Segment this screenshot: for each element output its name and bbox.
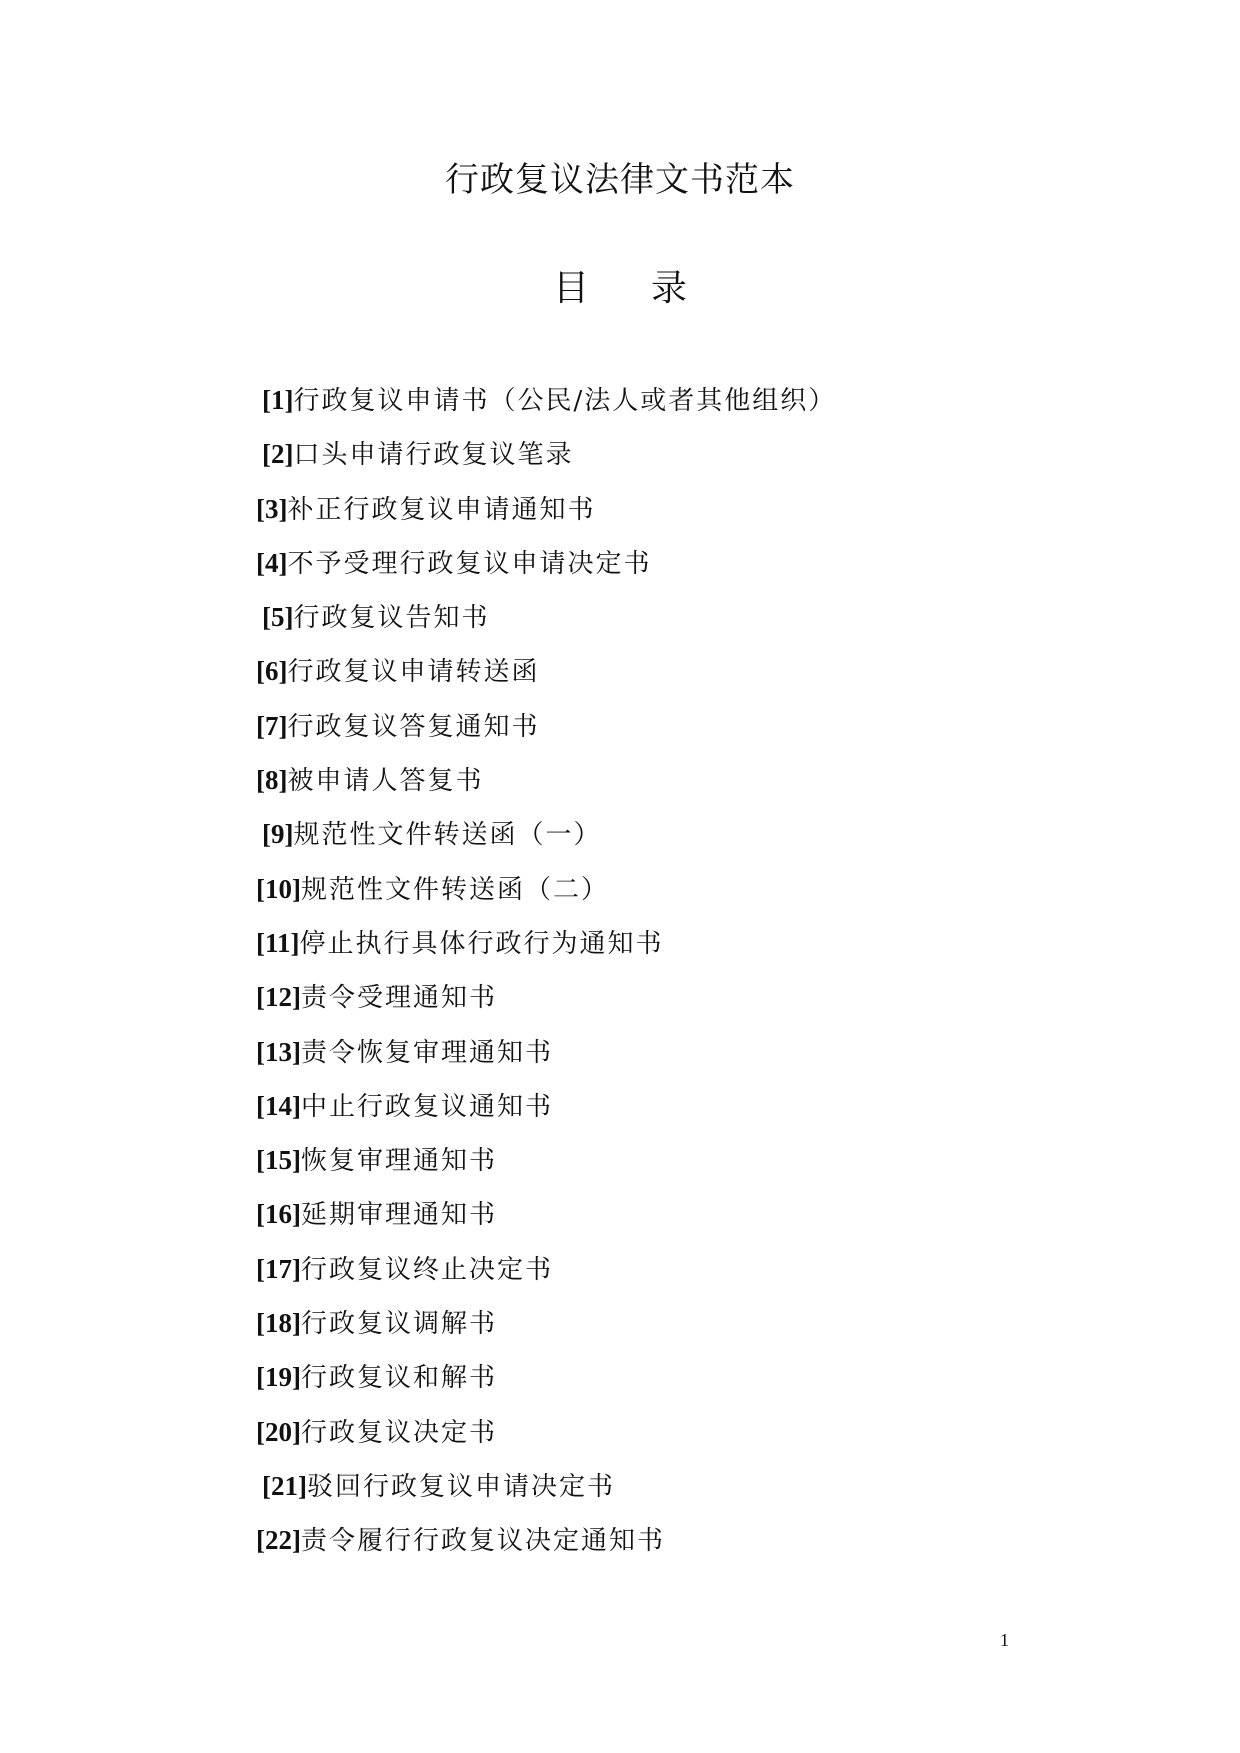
toc-item [256, 1192, 836, 1246]
toc-item-label: 行政复议申请转送函 [287, 657, 540, 688]
toc-item-number: [18] [256, 1308, 301, 1339]
toc-item-label: 补正行政复议申请通知书 [287, 494, 596, 525]
toc-item-number: [1] [262, 385, 294, 415]
toc-item-number: [10] [256, 873, 301, 904]
toc-item [256, 595, 836, 649]
toc-item-label: 责令恢复审理通知书 [300, 1037, 553, 1068]
toc-item-number: [14] [256, 1090, 301, 1121]
toc-item [256, 541, 836, 595]
toc-item-number: [16] [256, 1199, 301, 1230]
toc-heading [0, 266, 1240, 312]
toc-item [256, 1030, 836, 1084]
toc-item-label: 规范性文件转送函（二） [300, 874, 609, 905]
toc-item-label: 责令履行行政复议决定通知书 [300, 1526, 665, 1557]
toc-item [256, 649, 836, 703]
toc-item [256, 1355, 836, 1409]
toc-item-label: 驳回行政复议申请决定书 [306, 1471, 615, 1502]
toc-item-number: [4] [256, 547, 288, 578]
toc-item-label: 口头申请行政复议笔录 [293, 440, 574, 471]
toc-item-number: [13] [256, 1036, 301, 1067]
toc-item-label: 行政复议决定书 [300, 1417, 497, 1448]
toc-item [256, 1084, 836, 1138]
toc-item [256, 975, 836, 1029]
toc-item-number: [2] [262, 439, 294, 470]
toc-item-number: [5] [262, 602, 294, 633]
toc-item-label: 责令受理通知书 [300, 983, 497, 1014]
toc-item-label: 中止行政复议通知书 [300, 1091, 553, 1122]
toc-item-label: 延期审理通知书 [300, 1200, 497, 1231]
table-of-contents [256, 378, 836, 1573]
toc-item-number: [15] [256, 1145, 301, 1176]
toc-item-label: 规范性文件转送函（一） [293, 820, 602, 851]
toc-item-number: [19] [256, 1362, 301, 1393]
toc-item-label: 停止执行具体行政行为通知书 [299, 928, 664, 959]
toc-item [256, 1410, 836, 1464]
toc-item-number: [8] [256, 765, 288, 796]
toc-item [256, 1518, 836, 1572]
toc-item-label: 行政复议调解书 [300, 1309, 497, 1340]
toc-item [256, 704, 836, 758]
toc-item [256, 1138, 836, 1192]
toc-item-number: [3] [256, 493, 288, 524]
toc-item-number: [22] [256, 1525, 301, 1556]
toc-item [256, 921, 836, 975]
toc-item [256, 812, 836, 866]
toc-item [256, 1301, 836, 1355]
page-title: 行政复议法律文书范本 [445, 160, 795, 200]
toc-heading-char-2: 录 [651, 268, 688, 309]
toc-item-number: [9] [262, 819, 294, 850]
toc-item-number: [7] [256, 710, 288, 741]
toc-item-label: 被申请人答复书 [287, 766, 484, 797]
page-number: 1 [1000, 1630, 1009, 1650]
toc-item-number: [12] [256, 982, 301, 1013]
toc-item [256, 1247, 836, 1301]
toc-item [256, 487, 836, 541]
toc-item [256, 432, 836, 486]
toc-item-number: [6] [256, 656, 288, 687]
toc-item [256, 1464, 836, 1518]
toc-item-label: 不予受理行政复议申请决定书 [287, 548, 652, 579]
toc-item-label: 恢复审理通知书 [300, 1146, 497, 1177]
toc-item-label: 行政复议申请书（公民/法人或者其他组织） [293, 386, 837, 416]
toc-item-label: 行政复议告知书 [293, 603, 490, 634]
toc-item-number: [20] [256, 1416, 301, 1447]
toc-item-number: [21] [262, 1470, 307, 1501]
toc-item [256, 758, 836, 812]
toc-item-number: [11] [256, 927, 300, 958]
toc-item-label: 行政复议终止决定书 [300, 1254, 553, 1285]
toc-item-label: 行政复议和解书 [300, 1363, 497, 1394]
toc-item-label: 行政复议答复通知书 [287, 711, 540, 742]
toc-item-number: [17] [256, 1253, 301, 1284]
toc-heading-char-1: 目 [552, 268, 589, 309]
toc-item [256, 378, 836, 432]
toc-item [256, 867, 836, 921]
